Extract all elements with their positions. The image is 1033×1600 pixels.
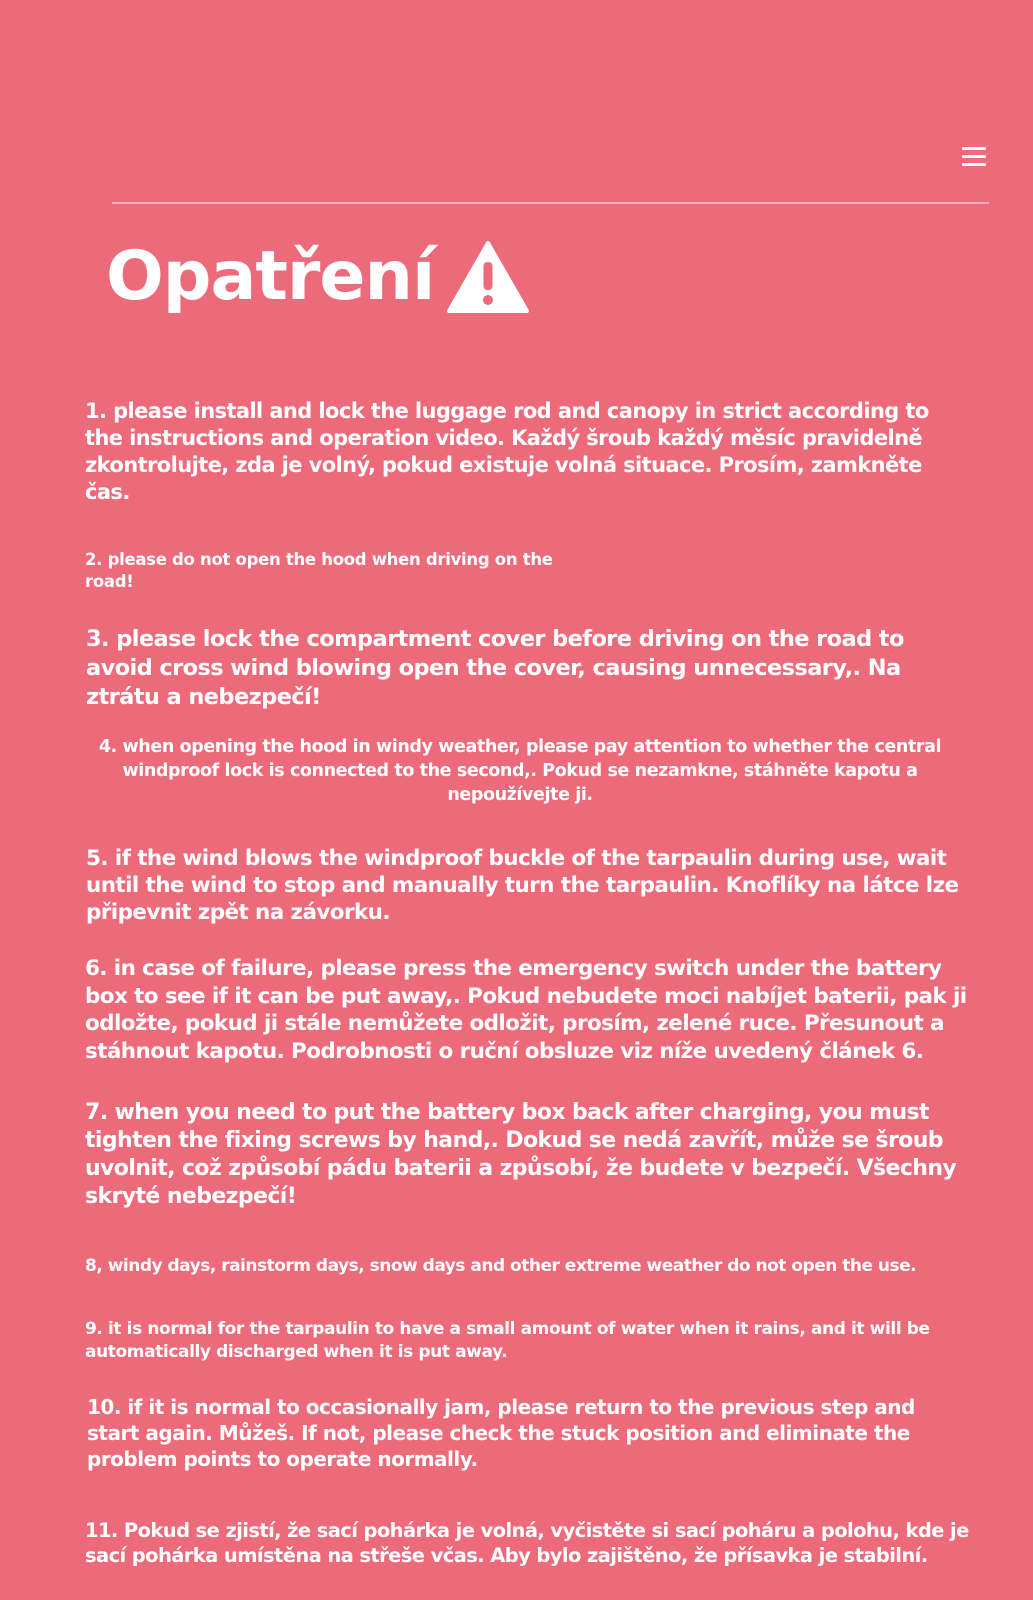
precaution-item-7: 7. when you need to put the battery box back after charging, you must tighten the fixing screws by hand,. Dokud se nedá zavřít, může se šroub uvolnit, což způsobí pádu baterii a způsobí, že budete v bezpečí. Všechny skryté nebezpečí! bbox=[85, 1100, 957, 1209]
precaution-item-4: 4. when opening the hood in windy weather, please pay attention to whether the central windproof lock is connected to the second,. Pokud se nezamkne, stáhněte kapotu a nepoužívejte ji. bbox=[98, 737, 942, 805]
header-divider bbox=[112, 202, 989, 204]
precaution-item-1: 1. please install and lock the luggage rod and canopy in strict according to the instructions and operation video. Každý šroub každý měsíc pravidelně zkontrolujte, zda je volný, pokud existuje volná situace. Prosím, zamkněte čas. bbox=[85, 399, 929, 504]
warning-triangle-icon bbox=[446, 240, 530, 314]
precaution-item-3: 3. please lock the compartment cover before driving on the road to avoid cross wind blowing open the cover, causing unnecessary,. Na ztrátu a nebezpečí! bbox=[86, 626, 904, 710]
precaution-item-10: 10. if it is normal to occasionally jam, please return to the previous step and start again. Můžeš. If not, please check the stuck position and eliminate the problem points to operate normally. bbox=[87, 1395, 915, 1471]
hamburger-menu-icon[interactable] bbox=[962, 147, 986, 169]
page-title: Opatření bbox=[106, 237, 435, 316]
precaution-item-2: 2. please do not open the hood when driving on the road! bbox=[85, 550, 553, 591]
precaution-item-9: 9. it is normal for the tarpaulin to have a small amount of water when it rains, and it will be automatically discharged when it is put away. bbox=[85, 1319, 930, 1362]
page-header bbox=[106, 237, 530, 316]
precaution-item-8: 8, windy days, rainstorm days, snow days and other extreme weather do not open the use. bbox=[85, 1256, 917, 1276]
precaution-item-6: 6. in case of failure, please press the emergency switch under the battery box to see if it can be put away,. Pokud nebudete moci nabíjet baterii, pak ji odložte, pokud ji stále nemůžete odložit, prosím, zelené ruce. Přesunout a stáhnout kapotu. Podrobnosti o ruční obsluze viz níže uvedený článek 6. bbox=[85, 956, 967, 1064]
precaution-item-5: 5. if the wind blows the windproof buckle of the tarpaulin during use, wait until the wind to stop and manually turn the tarpaulin. Knoflíky na látce lze připevnit zpět na závorku. bbox=[86, 846, 959, 925]
precaution-item-11: 11. Pokud se zjistí, že sací pohárka je volná, vyčistěte si sací poháru a polohu, kde je sací pohárka umístěna na střeše včas. Aby bylo zajištěno, že přísavka je stabilní. bbox=[85, 1519, 969, 1567]
